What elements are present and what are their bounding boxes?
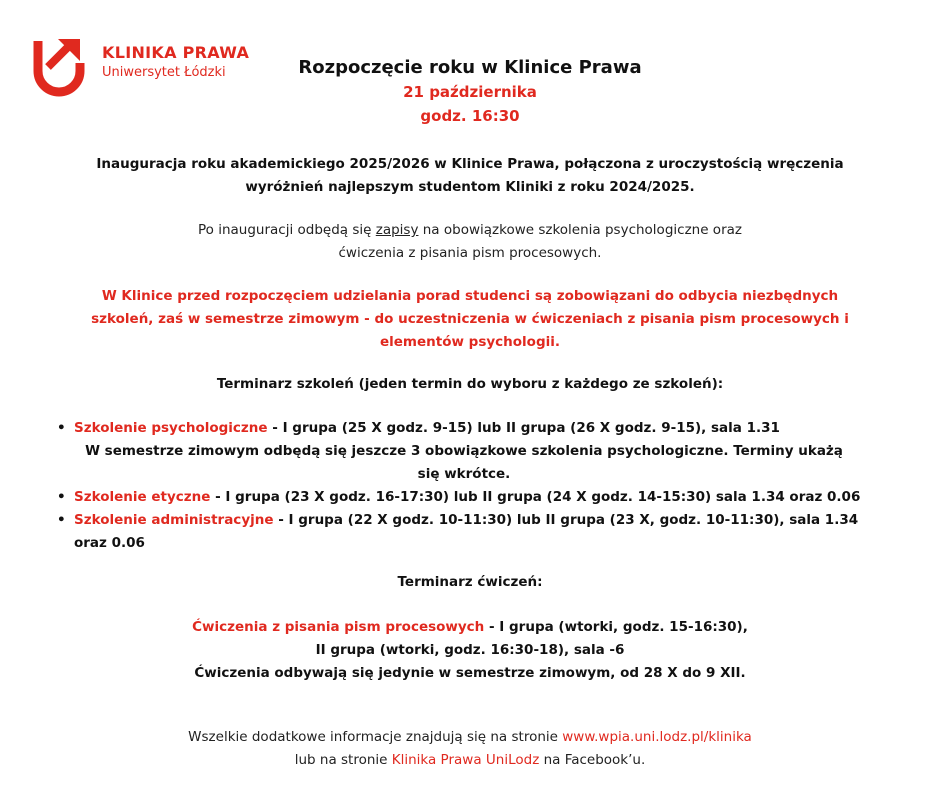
website-link[interactable]: www.wpia.uni.lodz.pl/klinika <box>562 729 752 745</box>
footer-paragraph: Wszelkie dodatkowe informacje znajdują się na stronie www.wpia.uni.lodz.pl/klinika lub na stronie Klinika Prawa UniLodz na Facebook’u. <box>188 729 752 768</box>
logo-subtitle: Uniwersytet Łódzki <box>102 65 226 80</box>
logo-name: KLINIKA PRAWA <box>102 43 250 62</box>
exercise-paragraph: Ćwiczenia z pisania pism procesowych - I grupa (wtorki, godz. 15-16:30), II grupa (wtorki, godz. 16:30-18), sala -6 Ćwiczenia odbywają się jedynie w semestrze zimowym, od 28 X do 9 XII. <box>192 619 748 681</box>
training-schedule-heading: Terminarz szkoleń (jeden termin do wyboru z każdego ze szkoleń): <box>216 376 724 392</box>
bullet-icon: • <box>57 420 66 436</box>
list-item: • Szkolenie administracyjne - I grupa (22 X godz. 10-11:30) lub II grupa (23 X, godz. 10-11:30), sala 1.34 oraz 0.06 <box>48 509 908 555</box>
warning-paragraph: W Klinice przed rozpoczęciem udzielania porad studenci są zobowiązani do odbycia niezbędnych szkoleń, zaś w semestrze zimowym - do uczestniczenia w ćwiczeniach z pisania pism procesowych i elementów psychologii. <box>91 288 849 350</box>
bullet-icon: • <box>57 489 66 505</box>
bullet-icon: • <box>57 512 66 528</box>
training-name: Szkolenie etyczne <box>74 489 211 505</box>
after-line-2: ćwiczenia z pisania pism procesowych. <box>338 245 602 261</box>
intro-paragraph <box>40 153 900 199</box>
facebook-link[interactable]: Klinika Prawa UniLodz <box>391 752 540 768</box>
psychology-note: W semestrze zimowym odbędą się jeszcze 3 obowiązkowe szkolenia psychologiczne. Terminy ukażą się wkrótce. <box>85 443 843 482</box>
training-name: Szkolenie psychologiczne <box>74 420 268 436</box>
event-date: 21 października <box>403 83 537 101</box>
training-list <box>48 417 908 555</box>
list-item: • Szkolenie etyczne - I grupa (23 X godz. 16-17:30) lub II grupa (24 X godz. 14-15:30) sala 1.34 oraz 0.06 <box>48 486 908 509</box>
intro-line-2: wyróżnień najlepszym studentom Kliniki z roku 2024/2025. <box>245 179 695 195</box>
exercise-name: Ćwiczenia z pisania pism procesowych <box>192 619 485 635</box>
logo <box>30 33 260 99</box>
klinika-prawa-logo-icon <box>30 33 88 97</box>
page-title: Rozpoczęcie roku w Klinice Prawa <box>298 57 642 78</box>
training-name: Szkolenie administracyjne <box>74 512 274 528</box>
intro-line-1: Inauguracja roku akademickiego 2025/2026 w Klinice Prawa, połączona z uroczystością wręczenia <box>96 156 844 172</box>
exercise-schedule-heading: Terminarz ćwiczeń: <box>397 574 543 590</box>
list-item: • Szkolenie psychologiczne - I grupa (25 X godz. 9-15) lub II grupa (26 X godz. 9-15), sala 1.31 <box>48 417 908 440</box>
event-time: godz. 16:30 <box>420 107 520 125</box>
after-paragraph: Po inauguracji odbędą się zapisy na obowiązkowe szkolenia psychologiczne oraz ćwiczenia z pisania pism procesowych. <box>90 219 850 265</box>
header <box>260 56 680 128</box>
zapisy-link[interactable]: zapisy <box>375 222 419 238</box>
